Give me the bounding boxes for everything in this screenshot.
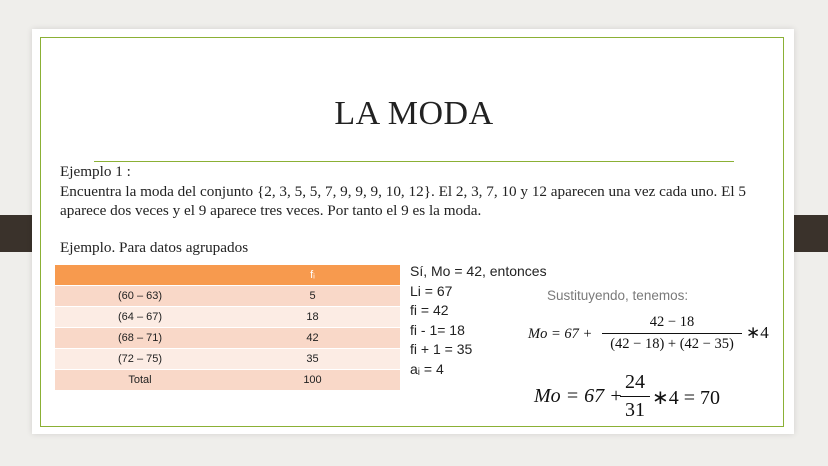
given-line: fi - 1= 18 xyxy=(410,321,465,338)
formula2-numerator: 24 xyxy=(625,371,645,393)
formula1-numerator: 42 − 18 xyxy=(649,314,695,330)
table-header-cell xyxy=(55,265,225,286)
fraction-bar xyxy=(602,333,742,334)
given-line: fi = 42 xyxy=(410,302,449,318)
formula-result xyxy=(534,373,774,423)
given-line: aᵢ = 4 xyxy=(410,360,444,377)
formula2-lhs: Mo = 67 + xyxy=(534,385,623,407)
formula2-denominator: 31 xyxy=(625,399,645,421)
formula2-rhs: ∗4 = 70 xyxy=(652,387,721,409)
formula1-lhs: Mo = 67 + xyxy=(528,326,593,342)
fraction-bar xyxy=(620,396,650,397)
table-cell: 100 xyxy=(225,370,400,391)
formula2-fraction xyxy=(620,371,650,422)
table-row xyxy=(55,328,400,349)
table-cell: 42 xyxy=(225,328,400,349)
given-line: Sí, Mo = 42, entonces xyxy=(410,263,547,279)
slide-title: LA MODA xyxy=(334,95,494,132)
given-line: Li = 67 xyxy=(410,282,453,299)
table-row xyxy=(55,370,400,391)
table-row xyxy=(55,286,400,307)
table-cell: (60 – 63) xyxy=(55,286,225,307)
table-row xyxy=(55,307,400,328)
table-cell: 35 xyxy=(225,349,400,370)
example2-heading: Ejemplo. Para datos agrupados xyxy=(60,239,249,256)
substitution-label: Sustituyendo, tenemos: xyxy=(547,288,689,303)
example1-heading: Ejemplo 1 : xyxy=(60,163,131,180)
table-cell: Total xyxy=(55,370,225,391)
formula1-denominator: (42 − 18) + (42 − 35) xyxy=(610,336,734,352)
title-divider xyxy=(94,161,734,162)
table-header-cell: fᵢ xyxy=(225,265,400,286)
formula1-fraction xyxy=(602,314,742,353)
formula1-rhs: ∗4 xyxy=(746,323,769,342)
table-cell: 18 xyxy=(225,307,400,328)
frequency-table xyxy=(55,265,400,391)
table-cell: 5 xyxy=(225,286,400,307)
table-cell: (64 – 67) xyxy=(55,307,225,328)
table-header-row xyxy=(55,265,400,286)
table-cell: (68 – 71) xyxy=(55,328,225,349)
table-cell: (72 – 75) xyxy=(55,349,225,370)
table-row xyxy=(55,349,400,370)
example1-text: Encuentra la moda del conjunto {2, 3, 5, 5, 7, 9, 9, 9, 10, 12}. El 2, 3, 7, 10 y 12 aparecen una vez cada uno. El 5 aparece dos veces y el 9 aparece tres veces. Por tanto el 9 es la moda. xyxy=(60,183,747,219)
given-line: fi + 1 = 35 xyxy=(410,341,473,357)
formula-general xyxy=(528,314,778,358)
